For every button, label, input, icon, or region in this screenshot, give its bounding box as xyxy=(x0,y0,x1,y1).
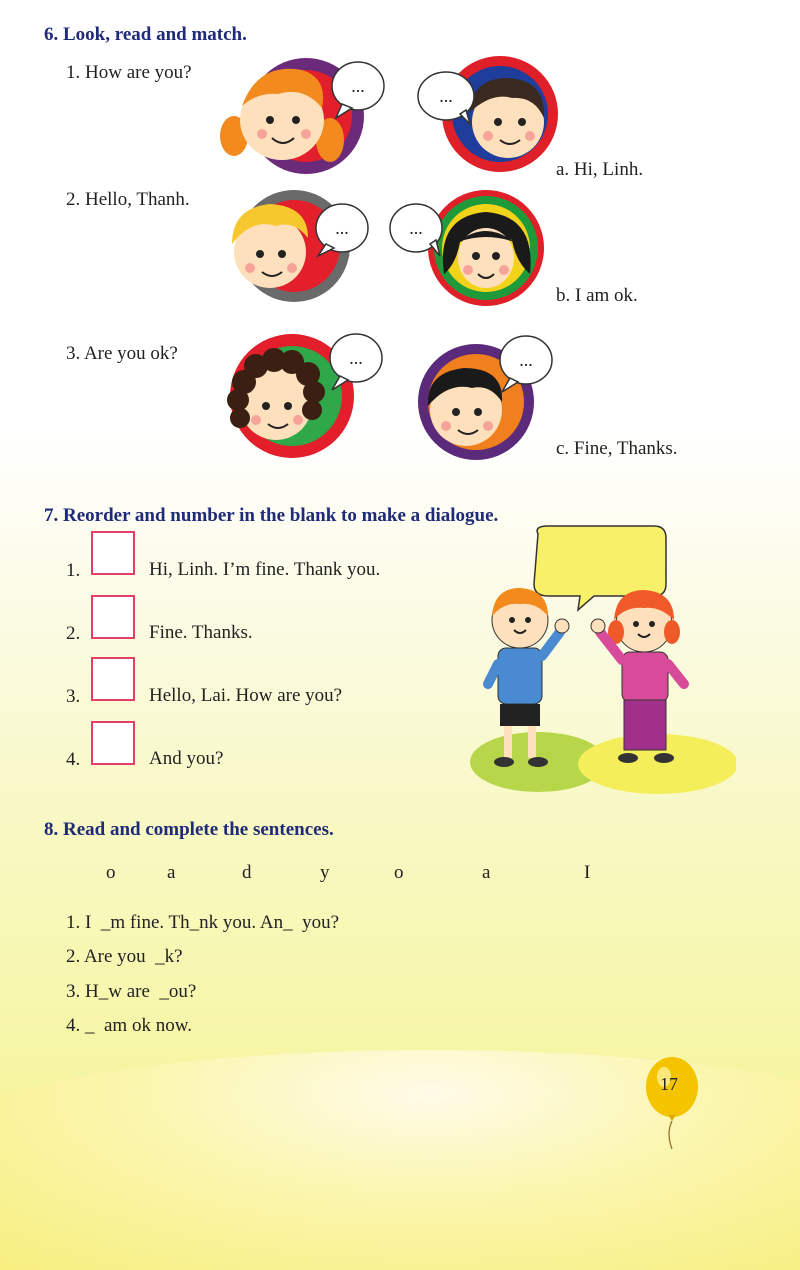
letter-bank-item: o xyxy=(394,862,404,883)
dialogue-number-2: 2. xyxy=(66,623,81,644)
dialogue-line-4: And you? xyxy=(149,748,224,769)
two-kids-waving-illustration xyxy=(468,524,736,794)
speech-dots: ... xyxy=(335,218,349,238)
dialogue-number-3: 3. xyxy=(66,686,81,707)
speech-dots: ... xyxy=(439,86,453,106)
curly-hair-avatar xyxy=(216,330,386,460)
speech-dots: ... xyxy=(351,76,365,96)
blonde-boy-avatar xyxy=(218,186,378,306)
page-number: 17 xyxy=(660,1074,678,1094)
sentence-2: 2. Are you _k? xyxy=(66,946,183,967)
question-2: 2. Hello, Thanh. xyxy=(66,189,190,210)
exercise-7-heading: 7. Reorder and number in the blank to make a dialogue. xyxy=(44,505,499,526)
page-number-balloon-icon xyxy=(640,1055,704,1150)
answer-a: a. Hi, Linh. xyxy=(556,159,644,180)
dialogue-line-3: Hello, Lai. How are you? xyxy=(149,685,343,706)
speech-dots: ... xyxy=(519,350,533,370)
sentence-4: 4. _ am ok now. xyxy=(66,1015,192,1036)
dialogue-number-1: 1. xyxy=(66,560,81,581)
answer-box-1[interactable] xyxy=(91,531,135,575)
girl-pigtails-avatar xyxy=(218,56,388,176)
speech-dots: ... xyxy=(409,218,423,238)
letter-bank-item: a xyxy=(167,862,176,883)
dialogue-line-1: Hi, Linh. I’m fine. Thank you. xyxy=(149,559,381,580)
letter-bank-item: o xyxy=(106,862,116,883)
boy-orange-ring-avatar xyxy=(414,332,564,462)
answer-b: b. I am ok. xyxy=(556,285,638,306)
exercise-8-heading: 8. Read and complete the sentences. xyxy=(44,819,334,840)
answer-c: c. Fine, Thanks. xyxy=(556,438,678,459)
answer-box-3[interactable] xyxy=(91,657,135,701)
sentence-1: 1. I _m fine. Th_nk you. An_ you? xyxy=(66,912,340,933)
black-hair-girl-avatar xyxy=(386,190,556,310)
answer-box-2[interactable] xyxy=(91,595,135,639)
speech-dots: ... xyxy=(349,348,363,368)
exercise-6-heading: 6. Look, read and match. xyxy=(44,24,247,45)
dialogue-line-2: Fine. Thanks. xyxy=(149,622,253,643)
question-1: 1. How are you? xyxy=(66,62,192,83)
letter-bank-item: d xyxy=(242,862,252,883)
letter-bank-item: a xyxy=(482,862,491,883)
dialogue-number-4: 4. xyxy=(66,749,81,770)
letter-bank-item: I xyxy=(584,862,591,883)
boy-dark-hair-avatar xyxy=(412,56,562,176)
sentence-3: 3. H_w are _ou? xyxy=(66,981,197,1002)
answer-box-4[interactable] xyxy=(91,721,135,765)
question-3: 3. Are you ok? xyxy=(66,343,178,364)
letter-bank-item: y xyxy=(320,862,330,883)
